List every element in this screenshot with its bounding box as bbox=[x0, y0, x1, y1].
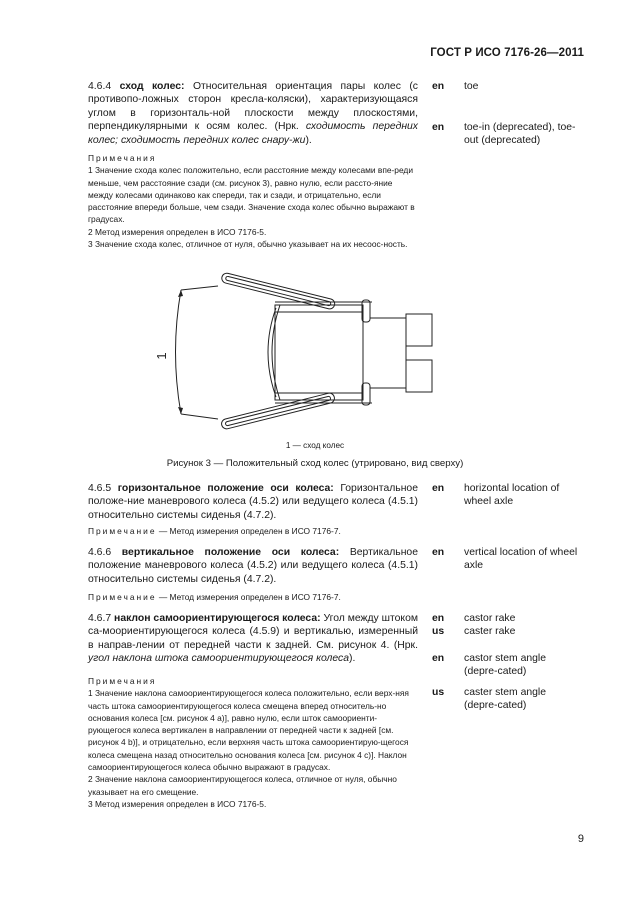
notes-4-6-7 bbox=[88, 675, 418, 810]
term-number: 4.6.4 bbox=[88, 81, 112, 92]
figure-3-caption: Рисунок 3 — Положительный сход колес (утрировано, вид сверху) bbox=[166, 458, 464, 469]
term-number: 4.6.7 bbox=[88, 613, 112, 624]
term-definition: Вертикальное положение маневрового колеса (4.5.2) или ведущего колеса (4.5.1) относительно системы сиденья (4.7.2). bbox=[88, 547, 418, 585]
backrest bbox=[272, 305, 280, 400]
dimension-arc bbox=[176, 290, 182, 414]
lang-code: en bbox=[432, 653, 445, 664]
deprecated-prefix: (Нрк. bbox=[393, 639, 418, 651]
equivalent-term: horizontal location of wheel axle bbox=[464, 483, 560, 508]
deprecated-terms: сходимость передних колес; сходимость передних колес снару-жи bbox=[88, 121, 419, 146]
equivalent-term: toe bbox=[464, 81, 479, 92]
page-number: 9 bbox=[577, 833, 584, 845]
deprecated-prefix: (Нрк. bbox=[274, 121, 299, 133]
equivalent-term: caster rake bbox=[464, 626, 516, 637]
notes-heading: Примечания bbox=[88, 676, 157, 686]
term-name: сход колес: bbox=[119, 81, 185, 92]
term-definition: Горизонтальное положе-ние маневрового колеса (4.5.2) или ведущего колеса (4.5.1) относительно системы сиденья (4.7.2). bbox=[88, 483, 418, 521]
figure-3-drawing bbox=[140, 272, 450, 438]
lang-code: en bbox=[432, 547, 445, 558]
seat-frame bbox=[275, 305, 363, 400]
note-1: 1 Значение наклона самоориентирующегося колеса положительно, если верх-няя часть штока самоориентирующегося колеса смещена вперед относитель-но основания колеса [см. рисунок 4 a)], равно нулю, если шток самоориенти-рующегося колеса вертикален в направлении от передней части к задней [см. рисунок 4 b)], и отрицательно, если верхняя часть штока самоориентирую-щегося колеса смещена назад относительно основания колеса [см. рисунок 4 c)]. Наклон самоориентирующегося колеса обычно выражают в градусах. bbox=[88, 688, 409, 773]
figure-callout-label: 1 bbox=[154, 352, 169, 360]
term-definition: Угол между штоком са-моориентирующегося колеса (4.5.9) и вертикалью, измеренный в направ-лении от передней части к задней. См. рисунок 4. bbox=[88, 613, 419, 651]
deprecated-suffix: ). bbox=[305, 134, 312, 146]
note-label: Примечание bbox=[88, 526, 157, 536]
note-text: — Метод измерения определен в ИСО 7176-7. bbox=[158, 592, 341, 602]
footrest-lower bbox=[406, 360, 432, 392]
term-name: вертикальное положение оси колеса: bbox=[121, 547, 340, 558]
note-label: Примечание bbox=[88, 592, 157, 602]
term-4-6-7 bbox=[88, 612, 418, 666]
lang-code: en bbox=[432, 483, 445, 494]
equivalent-term: castor stem angle (depre-cated) bbox=[464, 653, 547, 678]
note-3: 3 Значение схода колес, отличное от нуля, обычно указывает на их несоос-ность. bbox=[88, 239, 408, 250]
term-number: 4.6.5 bbox=[88, 483, 112, 494]
front-wheel-lower bbox=[221, 392, 336, 430]
term-4-6-5 bbox=[88, 482, 418, 522]
equivalent-term: vertical location of wheel axle bbox=[464, 547, 578, 572]
note-3: 3 Метод измерения определен в ИСО 7176-5. bbox=[88, 798, 267, 809]
term-name: горизонтальное положение оси колеса: bbox=[117, 483, 334, 494]
equivalent-term: caster stem angle (depre-cated) bbox=[464, 687, 547, 712]
lang-code: en bbox=[432, 122, 445, 133]
lang-code: us bbox=[432, 626, 445, 637]
lang-code: en bbox=[432, 81, 445, 92]
note-4-6-5 bbox=[88, 525, 418, 537]
term-name: наклон самоориентирующегося колеса: bbox=[114, 613, 321, 624]
note-2: 2 Метод измерения определен в ИСО 7176-5. bbox=[88, 226, 267, 237]
lang-code: us bbox=[432, 687, 445, 698]
term-4-6-6 bbox=[88, 546, 418, 586]
lang-code: en bbox=[432, 613, 445, 624]
notes-4-6-4 bbox=[88, 152, 418, 250]
term-definition: Относительная ориентация пары колес (с противопо-ложных сторон кресла-коляски), характеризующаяся углом в горизонталь-ной плоскости между плоскостями, перпендикулярными к осям колес. bbox=[88, 81, 419, 133]
document-header: ГОСТ Р ИСО 7176-26—2011 bbox=[430, 47, 584, 59]
note-2: 2 Значение наклона самоориентирующегося колеса, отличное от нуля, обычно указывает на его смещение. bbox=[88, 774, 397, 797]
note-1: 1 Значение схода колес положительно, если расстояние между колесами впе-реди меньше, чем расстояние сзади (см. рисунок 3), равно нулю, если рассто-яние между колесами одинаково как спереди, так и сзади, и отрицательно, если расстояние впереди больше, чем сзади. Значение схода колес обычно выражают в градусах. bbox=[88, 165, 415, 225]
note-4-6-6 bbox=[88, 591, 418, 603]
figure-3-key: 1 — сход колес bbox=[285, 441, 345, 450]
deprecated-suffix: ). bbox=[349, 653, 356, 665]
deprecated-terms: угол наклона штока самоориентирующегося колеса bbox=[88, 653, 350, 665]
equivalent-term: castor rake bbox=[464, 613, 516, 624]
front-wheel-upper bbox=[221, 272, 336, 310]
term-4-6-4 bbox=[88, 80, 418, 147]
notes-heading: Примечания bbox=[88, 153, 157, 163]
term-number: 4.6.6 bbox=[88, 547, 112, 558]
equivalent-term: toe-in (deprecated), toe-out (deprecated) bbox=[464, 122, 576, 147]
footrest-upper bbox=[406, 314, 432, 346]
note-text: — Метод измерения определен в ИСО 7176-7. bbox=[158, 526, 341, 536]
